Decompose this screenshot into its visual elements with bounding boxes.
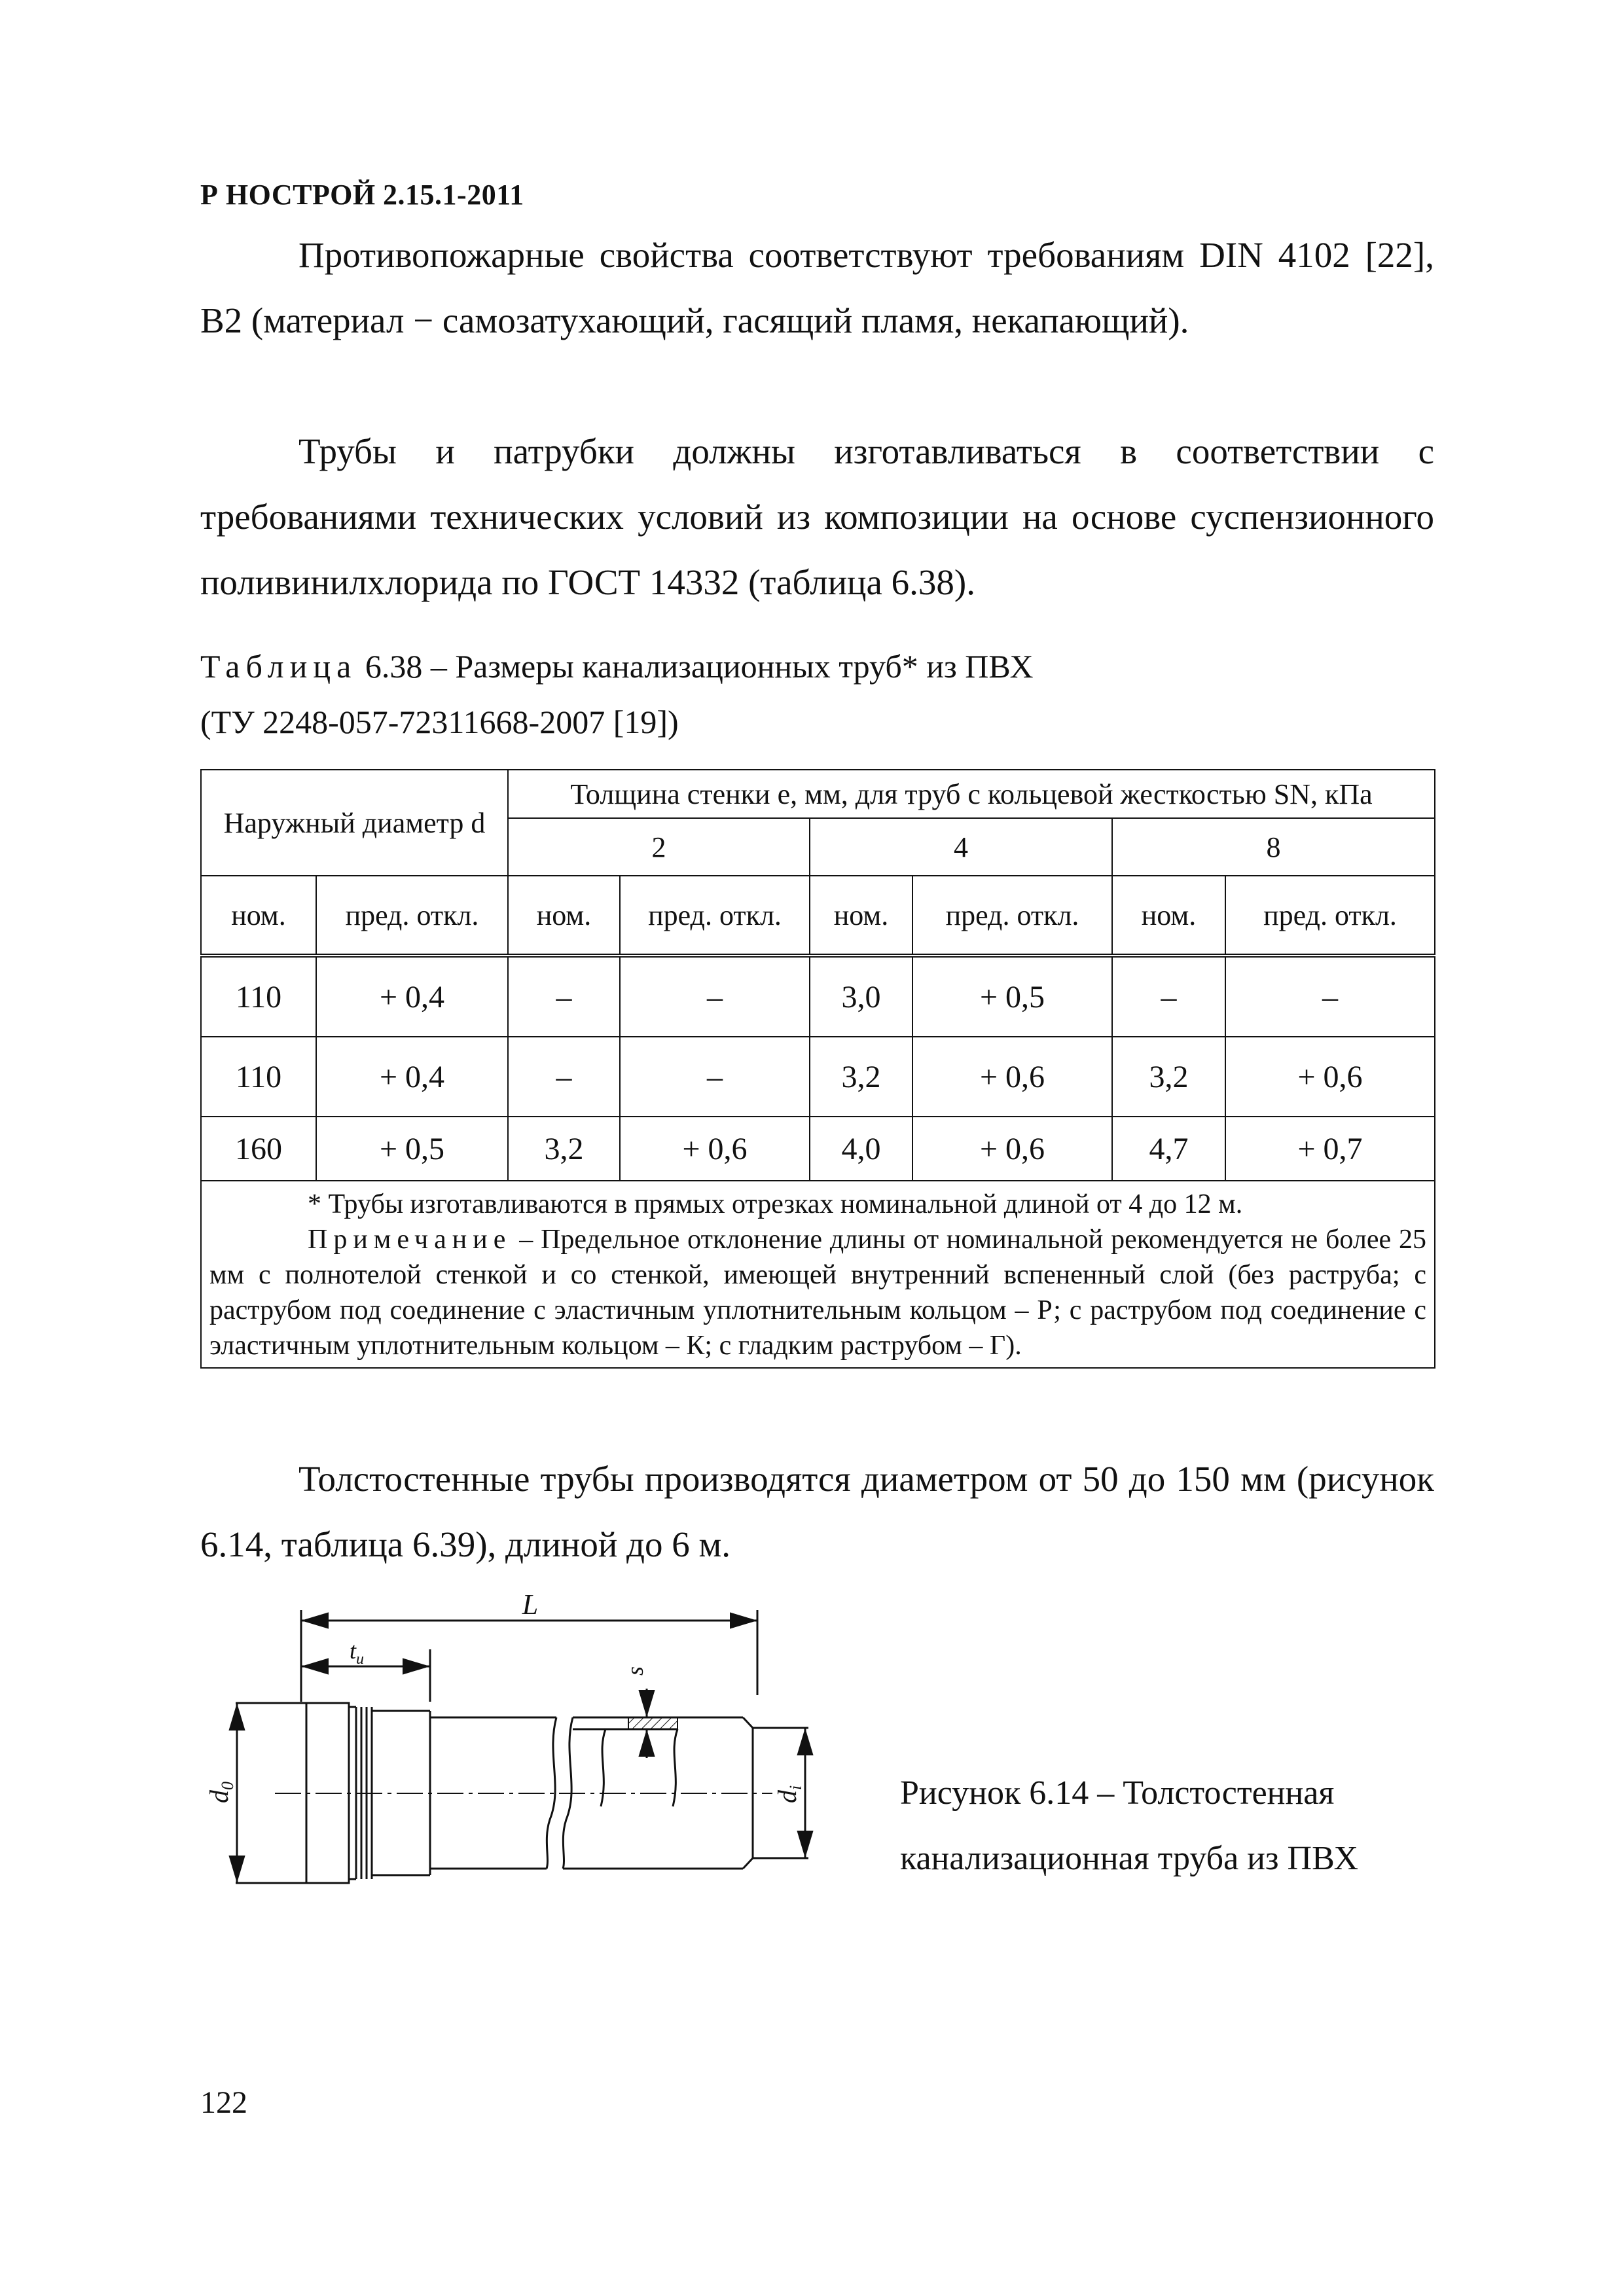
table-cell: 160 bbox=[201, 1117, 316, 1181]
header-dev: пред. откл. bbox=[316, 876, 508, 956]
header-sn-4: 4 bbox=[810, 818, 1112, 876]
label-s: s bbox=[622, 1666, 648, 1676]
table-cell: – bbox=[1225, 956, 1435, 1037]
table-cell: 3,2 bbox=[810, 1037, 912, 1117]
table-note bbox=[209, 1222, 1426, 1363]
label-d0: $d_0$ bbox=[204, 1782, 237, 1803]
spigot-chamfer bbox=[743, 1858, 753, 1869]
figure-caption-line2: канализационная труба из ПВХ bbox=[900, 1840, 1359, 1877]
label-di: $d_i$ bbox=[772, 1785, 805, 1803]
table-cell: + 0,6 bbox=[620, 1117, 810, 1181]
document-id-header: Р НОСТРОЙ 2.15.1-2011 bbox=[200, 179, 524, 211]
note-label: Примечание bbox=[308, 1225, 512, 1255]
table-cell: – bbox=[508, 1037, 620, 1117]
table-cell: 4,0 bbox=[810, 1117, 912, 1181]
table-notes-row bbox=[201, 1181, 1435, 1368]
table-footnote: * Трубы изготавливаются в прямых отрезках номинальной длиной от 4 до 12 м. bbox=[308, 1189, 1243, 1219]
table-notes bbox=[201, 1181, 1435, 1368]
table-cell: + 0,5 bbox=[316, 1117, 508, 1181]
table-header-row-1 bbox=[201, 770, 1435, 818]
table-cell: 3,0 bbox=[810, 956, 912, 1037]
header-outer-diameter: Наружный диаметр d bbox=[201, 770, 508, 876]
paragraph-thick-wall-pipes: Толстостенные трубы производятся диаметром от 50 до 150 мм (рисунок 6.14, таблица 6.39), длиной до 6 м. bbox=[200, 1459, 1434, 1564]
table-cell: + 0,7 bbox=[1225, 1117, 1435, 1181]
table-cell: + 0,4 bbox=[316, 956, 508, 1037]
spigot-chamfer bbox=[743, 1717, 753, 1728]
figure-caption-line1: Рисунок 6.14 – Толстостенная bbox=[900, 1774, 1335, 1812]
pipe-dimensions-table bbox=[200, 769, 1435, 1369]
header-wall-thickness: Толщина стенки e, мм, для труб с кольцевой жесткостью SN, кПа bbox=[508, 770, 1435, 818]
header-nom: ном. bbox=[201, 876, 316, 956]
table-cell: + 0,4 bbox=[316, 1037, 508, 1117]
table-cell: 110 bbox=[201, 1037, 316, 1117]
table-row bbox=[201, 956, 1435, 1037]
header-nom: ном. bbox=[1112, 876, 1225, 956]
header-dev: пред. откл. bbox=[620, 876, 810, 956]
table-cell: 3,2 bbox=[508, 1117, 620, 1181]
table-cell: 110 bbox=[201, 956, 316, 1037]
wall-section-hatch bbox=[628, 1717, 677, 1729]
pipe-drawing bbox=[196, 1590, 864, 1905]
label-tu: $t_u$ bbox=[349, 1638, 365, 1668]
table-cell: – bbox=[1112, 956, 1225, 1037]
table-row bbox=[201, 1117, 1435, 1181]
table-caption-prefix: Таблица bbox=[200, 648, 357, 685]
table-caption-line2: (ТУ 2248-057-72311668-2007 [19]) bbox=[200, 704, 679, 740]
table-caption-title: 6.38 – Размеры канализационных труб* из ПВХ bbox=[357, 648, 1034, 685]
table-row bbox=[201, 1037, 1435, 1117]
cut-line bbox=[673, 1729, 677, 1806]
cut-line bbox=[601, 1729, 605, 1806]
table-cell: 4,7 bbox=[1112, 1117, 1225, 1181]
label-L: L bbox=[522, 1590, 539, 1621]
table-cell: 3,2 bbox=[1112, 1037, 1225, 1117]
table-caption-line1 bbox=[200, 639, 1034, 694]
header-sn-2: 2 bbox=[508, 818, 810, 876]
table-cell: + 0,5 bbox=[912, 956, 1112, 1037]
table-cell: – bbox=[508, 956, 620, 1037]
paragraph-fire-properties: Противопожарные свойства соответствуют требованиям DIN 4102 [22], B2 (материал − самозатухающий, гасящий пламя, некапающий). bbox=[200, 235, 1434, 340]
table-header-row-3 bbox=[201, 876, 1435, 956]
table-cell: + 0,6 bbox=[1225, 1037, 1435, 1117]
header-sn-8: 8 bbox=[1112, 818, 1435, 876]
page-number: 122 bbox=[200, 2085, 247, 2120]
figure-caption bbox=[900, 1761, 1358, 1892]
note-text: – Предельное отклонение длины от номинальной рекомендуется не более 25 мм с полнотелой стенкой и со стенкой, имеющей внутренний вспененный слой (без раструба; с раструбом под соединение с эластичным уплотнительным кольцом – Р; с раструбом под соединение с эластичным уплотнительным кольцом – К; с гладким раструбом – Г). bbox=[209, 1225, 1426, 1361]
header-dev: пред. откл. bbox=[912, 876, 1112, 956]
paragraph-manufacturing: Трубы и патрубки должны изготавливаться в соответствии с требованиями технических условий из композиции на основе суспензионного поливинилхлорида по ГОСТ 14332 (таблица 6.38). bbox=[200, 431, 1434, 602]
header-dev: пред. откл. bbox=[1225, 876, 1435, 956]
table-cell: + 0,6 bbox=[912, 1037, 1112, 1117]
table-cell: – bbox=[620, 956, 810, 1037]
table-caption bbox=[200, 639, 1034, 750]
header-nom: ном. bbox=[810, 876, 912, 956]
header-nom: ном. bbox=[508, 876, 620, 956]
table-cell: + 0,6 bbox=[912, 1117, 1112, 1181]
table-cell: – bbox=[620, 1037, 810, 1117]
